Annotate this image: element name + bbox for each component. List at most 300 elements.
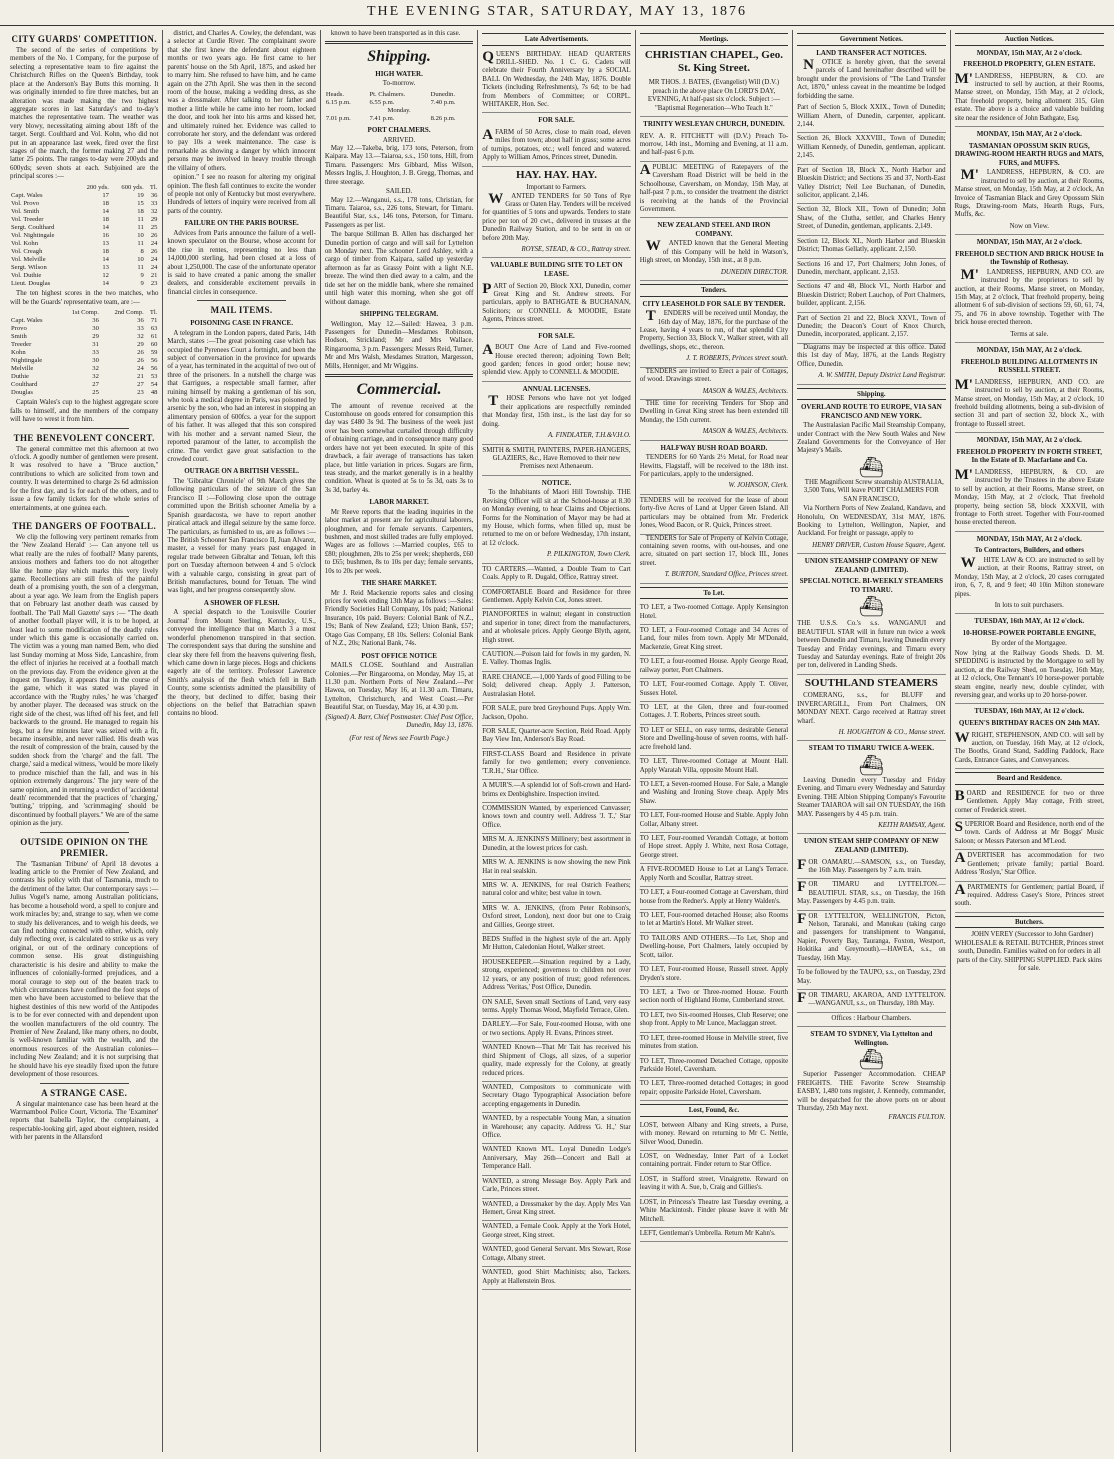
article-body: Mr Reeve reports that the leading inquiries in the labor market at present are for agricultural laborers, ploughmen, and for female servants. Carpenters, bushmen, and most skilled trades are fully employed. Wages are as follows :—Married couples, £65 to £80; ploughmen, 20s to 25s per week; shepherds, £60 to £65; bushmen, 8s to 10s per day; female servants, 10s to 20s per week. <box>324 508 474 575</box>
table-cell: 25 <box>150 223 158 231</box>
table-cell: 59 <box>150 349 158 357</box>
classified-ad: WANTED, good General Servant. Mrs Stewart, Rose Cottage, Albany street. <box>482 1244 630 1267</box>
table-row <box>10 192 158 200</box>
table-cell: 11 <box>137 223 144 231</box>
signature: H. HOUGHTON & CO., Manse street. <box>797 727 945 741</box>
classified-ad: COMFORTABLE Board and Residence for three Gentlemen. Apply Kelvin Cot, Jones street. <box>482 587 630 610</box>
table-cell: 32 <box>92 365 99 373</box>
land-parcel-item: Sections 47 and 48, Block VI., North Harbor and Blueskin District; Robert Lauchop, of Port Chalmers, builder, applicant. 2,156. <box>797 281 945 312</box>
advertisement: To be followed by the TAUPO, s.s., on Tuesday, 23rd May. <box>797 967 945 990</box>
classified-ad: TO CARTERS.—Wanted, a Double Team to Cart Coals. Apply to R. Dugald, Office, Rattray street. <box>482 564 630 587</box>
divider <box>40 428 129 429</box>
table-row <box>10 365 158 373</box>
table-row <box>10 325 158 333</box>
table-cell: 11 <box>137 264 144 272</box>
table-row <box>10 216 158 224</box>
table-row <box>325 115 473 123</box>
classified-ad: WANTED, a strong Message Boy. Apply Park and Carle, Princes street. <box>482 1176 630 1199</box>
table-header-cell: 2nd Comp. <box>114 308 144 316</box>
steamship-icon: ⛴ <box>858 754 885 777</box>
table-cell: 36 <box>137 317 144 324</box>
advertisement: COMERANG, s.s., for BLUFF and INVERCARGILL, From Port Chalmers, ON MONDAY NEXT. Cargo received at Rattray street wharf. <box>797 692 946 725</box>
advertisement: AFARM of 50 Acres, close to main road, eleven miles from town; about half in grass; some acres of turnips, potatoes, etc.; well fenced and watered. Apply to William Amos, Princes street, Dunedin. <box>482 127 630 167</box>
ad-heading: ANNUAL LICENSES. <box>522 384 591 393</box>
advertisement: Leaving Dunedin every Tuesday and Friday Evening, and Timaru every Wednesday and Saturday Evening. THE Albion Shipping Company's Favourite Steamer TAIAROA will sail ON TUESDAY, the 16th MAY. Passengers by 4 45 p.m. train. <box>797 776 946 818</box>
table-cell: 7.41 p.m. <box>369 114 395 122</box>
auction-notice: WRIGHT, STEPHENSON, AND CO. will sell by auction, on Tuesday, 16th May, at 12 o'clock, The Booths, Grand Stand, Saddling Paddock, Race Cards, Entrance Gates, and Conveyances. <box>955 730 1104 770</box>
to-let-ad: TO LET, two Six-roomed Houses, Club Reserve; one shop front. Apply to Mr Lunce, Maclaggan street. <box>640 1010 788 1033</box>
lost-found-ad: LOST, between Albany and King streets, a Purse, with money. Reward on returning to Mr C. Nettle, Silver Wood, Dunedin. <box>640 1120 788 1151</box>
table-row <box>10 341 158 349</box>
auction-notice: M'LANDRESS, HEPBURN, & CO. are instructed by the Trustees in the above Estate to sell by auction, at their Rooms, Manse street, on Monday, 15th May, at 2 o'clock, That freehold property, being section 58, block XXXVII, with frontage to Forth street. Together with Four-roomed house erected thereon. <box>955 467 1104 532</box>
column-4 <box>478 30 635 1452</box>
to-let-ad: TO LET, Four-roomed Verandah Cottage, at bottom of Hope street. Apply J. White, next Rosa Cottage, George street. <box>640 833 788 864</box>
table-cell: 18 <box>102 215 109 223</box>
ad-heading: STEAM TO TIMARU TWICE A-WEEK. <box>808 744 935 753</box>
table-row <box>10 264 158 272</box>
tide-label: To-morrow. <box>382 80 416 88</box>
advertisement: FOR TIMARU and LYTTELTON.—BEAUTIFUL STAR, s.s., on Tuesday, the 16th May. Passengers by 4.45 p.m. train. <box>797 879 945 910</box>
lost-found-ad: LOST, in Stafford street, Vinaigrette. Reward on leaving it with A. Sue, b, Craig and Gillies's. <box>640 1174 788 1197</box>
table-cell: 26 <box>150 231 158 239</box>
table-cell: 26 <box>137 349 144 357</box>
signature: KEITH RAMSAY, Agent. <box>797 820 945 834</box>
advertisement: The Australasian Pacific Mail Steamship Company, under Contract with the New South Wales and New Zealand Governments for the Conveyance of Her Majesty's Mails. <box>797 422 946 455</box>
article-subheading: SHIPPING TELEGRAM. <box>360 309 439 318</box>
table-cell: Treeder <box>11 341 32 349</box>
section-heading: Commercial. <box>356 381 442 399</box>
table-cell: 60 <box>150 341 158 349</box>
signature: W. JOHNSON, Clerk. <box>640 480 788 494</box>
auction-note: In lots to suit purchasers. <box>955 600 1104 614</box>
to-let-ad: TO LET, a Two or Three-roomed House. Fourth section north of Highland Home, Cumberland street. <box>640 987 788 1010</box>
section-tag: Butchers. <box>955 916 1104 929</box>
tide-table <box>325 91 473 123</box>
divider <box>40 832 129 833</box>
table-cell: 21 <box>150 272 158 280</box>
table-row <box>10 381 158 389</box>
ad-heading: STEAM TO SYDNEY, Via Lyttelton and Wellington. <box>810 1030 933 1047</box>
to-let-ad: A FIVE-ROOMED House to Let at Lang's Terrace. Apply North and Scoullar, Rattray street. <box>640 864 788 887</box>
classified-ad: ON SALE, Seven small Sections of Land, very easy terms. Apply Thomas Wood, Mayfield Terrace, Glen. <box>482 997 630 1020</box>
advertisement: TENDERS will be received for the lease of about forty-five Acres of Land at Upper Green Island. All particulars may be obtained from Mr. Frederick Jones, Wood Bacon, or R. Quick, Princes street. <box>640 495 788 535</box>
column-1 <box>6 30 163 1452</box>
table-cell: 12 <box>102 272 109 280</box>
article-body: The second of the series of competitions by members of the No. 1 Company, for the purpose of selecting a representative team to fire against the Christchurch Rifles on the Queen's Birthday, took place at the Anderson's Bay Butts this morning. It was originally intended to fire three matches, but an alteration was made making the two highest aggregate scores in last Saturday's and to-day's matches the representative team. The weather was very blowy, necessitating aiming about 18ft of the target. Sergt. Coulthard and Vol. Kohn, who did not put in an appearance last week, fired over the first stages of the match, the former making 27 and the latter 25 points. The ranges to-day were 200yds and 600yds; seven shots at each. Subjoined are the principal scores :— <box>10 46 159 181</box>
signature: (Signed) A. Barr, Chief Postmaster. Chief Post Office, Dunedin, May 13, 1876. <box>325 713 474 730</box>
ad-heading: FOR SALE. <box>538 116 575 125</box>
table-cell: 26 <box>137 357 144 365</box>
table-cell: Vol. Duthie <box>11 272 42 280</box>
table-row <box>10 280 158 288</box>
advertisement: THOSE Persons who have not yet lodged their applications are respectfully reminded that Monday first, 15th inst., is the last day for so doing. <box>482 393 631 428</box>
article-body: Captain Wales's cup to the highest aggregate score falls to himself, and the members of the company will have to wrest it from him. <box>10 399 159 424</box>
table-header-cell: 1st Comp. <box>71 308 99 316</box>
table-cell: Vol. Creagh <box>11 247 43 255</box>
masthead: THE EVENING STAR, SATURDAY, MAY 13, 1876 <box>0 4 1114 26</box>
article-headline: THE BENEVOLENT CONCERT. <box>13 432 155 443</box>
table-cell: 14 <box>102 207 109 215</box>
table-row <box>10 389 158 397</box>
auction-notice: Now lying at the Railway Goods Sheds. D. M. SPEDDING is instructed by the Mortgagee to sell by auction, at the Railway Shed, on Tuesday, 16th May, at 12 o'clock, One Tennant's 10 horse-power portable steam engine, nearly new, double cylinder, with reversing gear, and works up to 20 horse-power. <box>955 648 1104 705</box>
signature: Offices : Harbour Chambers. <box>797 1013 945 1027</box>
to-let-ad: TO TAILORS AND OTHERS.—To Let, Shop and Dwelling-house, Port Chalmers, lately occupied by Scott, tailor. <box>640 933 788 964</box>
article-body: The amount of revenue received at the Customhouse on goods entered for consumption this day was £480 3s 9d. The business of the week just over has been somewhat curtailed through difficulty of obtaining carriage, and in consequence many good orders have not yet been executed. In spite of this drawback, a fair average of transactions has taken place, but little variation in prices. Sugars are firm, teas steady, and the market generally is in a healthy condition. Wheat is quoted at 5s to 5s 3d, oats 3s to 3s 3d, barley 4s. <box>324 402 474 494</box>
table-header-cell: 600 yds. <box>121 183 144 191</box>
table-cell: 13 <box>102 264 109 272</box>
table-cell: Douglas <box>11 389 33 397</box>
article-body: district, and Charles A. Cowley, the defendant, was a selector at Curdie River. The complainant swore that she first knew the defendant about eighteen months or two years ago. He first came to her parents' house on the 5th April, 1875, and asked her to marry him. She refused to have him, and he came again on the 27th April. She was then in the second room of the house, making a wedding dress, as she was a dressmaker. After talking to her father and mother a little while he came into her room, locked the door, and took her into his arms and kissed her, and ultimately ruined her. Evidence was called to corroborate her story, and the defendant was ordered to pay 10s a week maintenance. The case is remarkable as showing a danger by which innocent persons may be involved in heavy trouble through the villainy of others. <box>167 30 316 172</box>
land-parcel-item: Section 26, Block XXXVIII., Town of Dunedin; William Kennedy, of Dunedin, gentleman, applicant. 2,145. <box>797 133 945 164</box>
classified-ad: CAUTION.—Poison laid for fowls in my garden, N. E. Valley. Thomas Inglis. <box>482 649 630 672</box>
lost-found-ad: LEFT, Gentleman's Umbrella. Return Mr Kahn's. <box>640 1228 788 1242</box>
score-table <box>10 184 158 288</box>
article-body: May 12.—Wanganui, s.s., 178 tons, Christian, for Timaru. Taiaroa, s.s., 226 tons, Stewart, for Timaru. Beautiful Star, s.s., 146 tons, Peterson, for Timaru. Passengers as per list. <box>324 196 474 229</box>
table-cell: 7.01 p.m. <box>325 114 351 122</box>
advertisement: FOR OAMARU.—SAMSON, s.s., on Tuesday, the 16th May. Passengers by 7 a.m. train. <box>797 857 945 880</box>
auction-note: By order of the Mortgagee. <box>991 639 1067 647</box>
table-cell: 24 <box>150 264 158 272</box>
signature: MASON & WALES, Architects. <box>640 426 788 440</box>
to-let-ad: TO LET, a Four-roomed Cottage at Caversham, third house from the Redner's. Apply at Henry Walden's. <box>640 887 788 910</box>
table-cell: 29 <box>150 215 158 223</box>
table-cell: 56 <box>150 365 158 373</box>
article-subheading: POISONING CASE IN FRANCE. <box>190 319 293 328</box>
signature: FRANCIS FULTON. <box>888 1114 946 1122</box>
table-cell: 16 <box>102 231 109 239</box>
table-cell: 15 <box>137 199 144 207</box>
table-header-cell: Pt. Chalmers. <box>369 90 406 98</box>
article-body: opinion." I see no reason for altering my original opinion. The flesh fall continues to excite the wonder of people not only of Kentucky but most everywhere. Hundreds of letters of inquiry were received from all parts of the country. <box>167 174 316 215</box>
advertisement: ABOUT One Acre of Land and Five-roomed House erected thereon; adjoining Town Belt; good garden; fences in good order; house new; splendid view. Apply to CONNELL & MOODIE. <box>482 342 630 382</box>
table-cell: 33 <box>150 199 158 207</box>
to-let-ad: TO LET, Three-roomed detached Cottages; in good repair; opposite Parkside Hotel, Caversham. <box>640 1078 788 1101</box>
table-cell: 63 <box>150 325 158 333</box>
auction-title: 10-HORSE-POWER PORTABLE ENGINE, <box>962 628 1096 637</box>
auction-notice: M'LANDRESS, HEPBURN, & CO. are instructed to sell by auction, at their Rooms, Manse street, on Monday, 15th May, at 2 o'clock, An Invoice of Tasmanian Black and Grey Opossum Skin Rugs, Drawing-room Mats, Hearth Rugs, Furs, Muffs, &c. <box>954 167 1104 219</box>
ad-heading: HALFWAY BUSH ROAD BOARD. <box>660 443 768 452</box>
lost-found-ad: LOST, on Wednesday, Inner Part of a Locket containing portrait. Finder return to Star Office. <box>640 1151 788 1174</box>
table-row <box>10 200 158 208</box>
to-let-ad: TO LET or SELL, on easy terms, desirable General Store and Dwelling-house of seven rooms, with half-acre freehold land. <box>640 725 788 756</box>
table-cell: Nightingale <box>11 357 43 365</box>
table-header-cell <box>10 309 58 317</box>
notice-body: Diagrams may be inspected at this office. Dated this 1st day of May, 1876, at the Lands Registry Office, Dunedin. <box>797 343 946 368</box>
classified-ad: HOUSEKEEPER.—Situation required by a Lady, strong, experienced; governess to children not over 12 years, or any position of trust; good references. Address 'Veritas,' Post Office, Dunedin. <box>482 957 630 997</box>
advertisement: THE U.S.S. Co.'s s.s. WANGANUI and BEAUTIFUL STAR will in future run twice a week between Dunedin and Timaru, leaving Dunedin every Tuesday and Friday evenings, and Timaru every Tuesday and Saturday evenings. Rate of freight 20s per ton, delivered in Landing Sheds. <box>797 618 945 675</box>
to-let-list <box>640 602 788 1101</box>
land-parcel-item: Sections 16 and 17, Port Chalmers; John Jones, of Dunedin, merchant, applicant. 2,153. <box>797 259 945 282</box>
ad-subheading: Important to Farmers. <box>526 184 587 192</box>
article-body: The 'Tasmanian Tribune' of April 18 devotes a leading article to the Premier of New Zealand, and contrasts his policy with that of Tasmania, much to the detriment of the latter. Our contemporary says :—Julius Vogel's name, among Australian politicians, has become a household word, a spell to conjure and work miracles by; and, strange to say, when we come to study his deliverances, and to weigh his deeds, we can find nothing connected with either, which, only duly reflecting over, is calculated to strike us as very original, or out of the ordinary conceptions of common sense. His great distinguishing characteristic is his desire and ability to make the influences of colonially-formed prejudices, and a moral courage to step out of the beaten track to which circumstances have confined the foot steps of men who have been accustomed to believe that the highest destinies of this new world of the Antipodes is to be for ever connected with and dependent upon the woollen manufacturers of the old country. The Premier of New Zealand, like many others, no doubt, is well-known familiar with the wealth, and the enormous resources of the Australian colonies—including New Zealand; and it is not surprising that he should have his eye steadily fixed upon the future development of those resources. <box>10 860 159 1079</box>
steamship-icon: ⛴ <box>858 596 885 619</box>
classified-ad: WANTED, a Female Cook. Apply at the York Hotel, George street, King street. <box>482 1221 630 1244</box>
to-let-ad: TO LET, Four-roomed Cottage. Apply T. Oliver, Sussex Hotel. <box>640 679 788 702</box>
article-body: A telegram in the London papers, dated Paris, 14th March, states :—The great poisoning case which has occupied the Pyrenees Court a fortnight, and been the subject of conversation in the province for upwards of a year, has terminated in the acquittal of two out of three of the prisoners. In a nutshell the charge was that Garrigues, a respectable small farmer, after ruining himself by making a gentleman of his son, who took a medical degree in Paris, was poisoned by arsenic by the son, who had an interest in stopping an alimentary pension of 600fcs. a year for the support of his father. It was alleged that this son conspired with his mother and a servant named Sieur, the reported paramour of the latter, to accomplish the crime. The verdict gave great satisfaction to the crowded court. <box>167 329 316 464</box>
signature: P. PILKINGTON, Town Clerk. <box>482 549 630 563</box>
table-cell: 18 <box>137 207 144 215</box>
auction-title: QUEEN'S BIRTHDAY RACES ON 24th MAY. <box>958 718 1100 727</box>
ad-heading: VALUABLE BUILDING SITE TO LET ON LEASE. <box>490 261 623 279</box>
table-row <box>10 256 158 264</box>
table-cell: Coulthard <box>11 381 38 389</box>
advertisement: SMITH & SMITH, PAINTERS, PAPER-HANGERS, GLAZIERS, &c., Have Removed to their new Premises next Athenaeum. <box>482 445 630 476</box>
section-tag: Late Advertisements. <box>482 33 630 46</box>
advertisement: FOR TIMARU, AKAROA, AND LYTTELTON.—WANGANUI, s.s., on Thursday, 18th May. <box>797 990 945 1013</box>
advertisement: APUBLIC MEETING of Ratepayers of the Caversham Road District will be held in the Schoolhouse, Caversham, on Monday, 15th May, at half-past 7 p.m., to consider the treatment the district is receiving at the hands of the Provincial Government. <box>640 162 788 219</box>
table-header-row <box>10 184 158 192</box>
section-heading: Shipping. <box>367 48 431 66</box>
to-let-ad: TO LET, three-roomed House in Melville street, five minutes from station. <box>640 1033 788 1056</box>
table-cell: 27 <box>137 381 144 389</box>
advertisement: TENDERS are invited to Erect a pair of Cottages, of wood. Drawings street. <box>639 367 789 384</box>
table-cell: 36 <box>150 191 158 199</box>
table-cell: 11 <box>137 215 144 223</box>
table-cell: 30 <box>92 325 99 333</box>
advertisement: Superior Passenger Accommodation. CHEAP FREIGHTS. THE Favorite Screw Steamship EASBY, 1,480 tons register, J. Kennedy, commander, will be despatched for the above ports on or about Thursday, 25th May next. <box>797 1071 946 1113</box>
land-parcel-item: Part of Section 5, Block XXIX., Town of Dunedin; William Ahern, of Dunedin, carpenter, applicant. 2,144. <box>797 102 945 133</box>
table-row <box>10 272 158 280</box>
table-cell: 17 <box>102 191 109 199</box>
section-tag: Board and Residence. <box>955 772 1104 785</box>
table-cell: 54 <box>150 381 158 389</box>
classified-ad: MRS M. A. JENKINS'S Millinery; best assortment in Dunedin, at the lowest prices for cash. <box>482 834 630 857</box>
ad-heading: CITY LEASEHOLD FOR SALE BY TENDER. <box>642 299 786 308</box>
table-cell: 48 <box>150 389 158 397</box>
section-tag: Auction Notices. <box>955 33 1104 46</box>
table-cell: 13 <box>102 239 109 247</box>
classified-ad: MRS W. A. JENKINS, (from Peter Robinson's, Oxford street, London), next door but one to Craig and Gillies, George street. <box>482 903 630 934</box>
advertisement: TENDERS for 60 Yards 2½ Metal, for Road near Hewitts, Flagstaff, will be received to the 18th inst. For particulars, apply to the undersigned. <box>639 454 789 479</box>
classified-ad: MRS W. A. JENKINS is now showing the new Pink Hat in real sealskin. <box>482 857 630 880</box>
section-tag: Meetings. <box>640 33 788 46</box>
classified-ad: WANTED, Compositors to communicate with Secretary Otago Typographical Association before accepting engagements in Dunedin. <box>482 1082 630 1113</box>
table-header-cell: Heads. <box>325 90 344 98</box>
auction-title: FREEHOLD BUILDING ALLOTMENTS IN RUSSELL STREET. <box>960 357 1098 375</box>
ad-heading: UNION STEAM SHIP COMPANY OF NEW ZEALAND (LIMITED). <box>803 837 939 854</box>
table-cell: Vol. Treeder <box>11 215 44 223</box>
table-cell: 32 <box>92 373 99 381</box>
auction-date: TUESDAY, 16th MAY, At 12 o'clock. <box>974 617 1085 626</box>
article-subheading: A SHOWER OF FLESH. <box>203 598 280 607</box>
table-row <box>10 357 158 365</box>
table-cell: 7.40 p.m. <box>430 98 456 106</box>
article-headline: THE DANGERS OF FOOTBALL. <box>12 520 157 531</box>
section-tag: To Let. <box>640 587 788 600</box>
table-header-cell: 200 yds. <box>86 183 109 191</box>
ad-heading: UNION STEAMSHIP COMPANY OF NEW ZEALAND (LIMITED). <box>804 557 938 574</box>
table-cell: 24 <box>137 365 144 373</box>
steamship-icon: ⛴ <box>858 456 885 479</box>
table-cell: 6.15 p.m. <box>325 98 351 106</box>
table-cell: Vol. Melville <box>11 256 46 263</box>
advertisement: THE time for receiving Tenders for Shop and Dwelling in Great King street has been extended till Monday, the 15th current. <box>639 399 789 424</box>
ad-heading: SOUTHLAND STEAMERS <box>804 676 938 689</box>
article-headline: OUTSIDE OPINION ON THE PREMIER. <box>20 836 149 858</box>
article-body: Mr J. Reid Mackenzie reports sales and closing prices for week ending 13th May as follows :—Sales: Friendly Societies Hall Company, 10s paid; National Insurance, 10s paid. Buyers: Colonial Bank of N.Z., 19s; Bank of New Zealand, £23; Union Bank, £57; Otago Gas Company, £8 10s. Sellers: Colonial Bank of N.Z., 20s; National Bank, 74s. <box>324 589 474 648</box>
divider <box>40 1083 129 1084</box>
auction-date: MONDAY, 15th MAY, At 2 o'clock. <box>976 346 1082 355</box>
table-cell: Sergt. Coulthard <box>11 223 55 231</box>
table-cell: Monday. <box>387 106 411 114</box>
article-subheading: LABOR MARKET. <box>369 498 429 507</box>
signature: A. FINDLATER, T.H.&V.H.O. <box>482 430 630 444</box>
table-cell: 32 <box>137 333 144 341</box>
article-headline: MAIL ITEMS. <box>210 305 273 316</box>
table-cell: Vol. Smith <box>11 207 40 215</box>
table-cell: 11 <box>137 239 144 247</box>
to-let-ad: TO LET, Four-roomed detached House; also Rooms to let at Martin's Hotel. Mr Walker street. <box>640 910 788 933</box>
section-tag: Government Notices. <box>797 33 945 46</box>
table-header-cell: Tl. <box>149 183 158 191</box>
continuation-note: (For rest of News see Fourth Page.) <box>349 734 449 742</box>
auction-title: TASMANIAN OPOSSUM SKIN RUGS, DRAWING-ROOM HEARTH RUGS and MATS, FURS, and MUFFS. <box>954 141 1104 167</box>
table-cell: Melville <box>11 365 34 373</box>
auction-date: MONDAY, 15th MAY, At 2 o'clock. <box>976 48 1082 57</box>
table-cell: 23 <box>150 280 158 288</box>
table-cell: 33 <box>92 349 99 357</box>
table-cell: 9 <box>140 280 144 288</box>
signature: DUNEDIN DIRECTOR. <box>640 267 788 281</box>
ad-heading: CHRISTIAN CHAPEL, Geo. St. King Street. <box>644 48 783 74</box>
table-body <box>10 192 158 288</box>
article-body: The 'Gibraltar Chronicle' of 9th March gives the following particulars of the seizure of the San Francisco II :—Following close upon the outrage committed upon the British schooner Amelia by a Spanish guardacosta, we have to report another piratical attack and illegal seizure by the same force. The particulars, as furnished to us, are as follows :—The British Schooner San Francisco II, Juan Alvarez, master, a vessel for many years past engaged in regular trade between Gibraltar and Tetuan, left this port on Tuesday afternoon between 4 and 5 o'clock with a valuable cargo, consisting in great part of British manufactures, bound for Tetuan. The wind was light, and her progress consequently slow. <box>167 477 316 595</box>
auction-date: TUESDAY, 16th MAY, At 12 o'clock. <box>974 707 1085 716</box>
auction-notice: M'LANDRESS, HEPBURN, & CO. are instructed to sell by auction, at their Rooms, Manse street, on Monday, 15th May, at 2 o'clock, That freehold property, being allotment 315, Glen estate. The above is a choice and valuable building site near the residence of John Bathgate, Esq. <box>955 71 1104 128</box>
table-cell: Provo <box>11 325 27 333</box>
article-body: A singular maintenance case has been heard at the Warrnambool Police Court, Victoria. The 'Examiner' reports that Isabella Taylor, the complainant, a respectable-looking girl, aged about eighteen, resided with her parents in the Allansford <box>10 1100 159 1142</box>
classified-ad: APARTMENTS for Gentlemen; partial Board, if required. Address Casey's Store, Princes street south. <box>955 882 1104 913</box>
table-row <box>10 333 158 341</box>
label: ARRIVED. <box>382 136 416 144</box>
newspaper-columns <box>6 30 1108 1452</box>
advertisement: THE Magnificent Screw steamship AUSTRALIA, 3,500 Tons, Will leave PORT CHALMERS FOR SAN FRANCISCO, <box>803 478 944 503</box>
divider <box>40 516 129 517</box>
notice-body: NOTICE is hereby given, that the several parcels of Land hereinafter described will be brought under the provisions of "The Land Transfer Act, 1870," unless caveat in the meantime be lodged forbidding the same. <box>797 57 946 100</box>
table-cell: 10 <box>137 256 144 263</box>
classified-ad: FIRST-CLASS Board and Residence in private family for two gentlemen; every convenience. 'T.R.H.,' Star Office. <box>482 749 630 780</box>
table-cell: 25 <box>92 389 99 397</box>
auction-date: MONDAY, 15th MAY, At 2 o'clock. <box>976 534 1082 543</box>
table-cell: 33 <box>137 325 144 333</box>
table-cell: 14 <box>102 280 109 288</box>
classified-ad: ADVERTISER has accommodation for two Gentlemen; private family; partial Board. Address 'Roslyn,' Star Office. <box>955 850 1104 881</box>
classified-ad: WANTED Known—That Mr Tait has received his third Shipment of Clogs, all sizes, of a superior quality, made expressly for the Colony, at greatly reduced prices. <box>482 1042 630 1082</box>
label: SAILED. <box>385 188 413 196</box>
table-cell: Lieut. Douglas <box>11 280 51 288</box>
land-parcel-item: Part of Section 18, Block X., North Harbor and Blueskin District; and Sections 35 and 37, North-East Valley District; Neil Lee Buchanan, of Dunedin, solicitor, applicant. 2,146. <box>797 165 945 205</box>
article-body: We clip the following very pertinent remarks from the 'New Zealand Herald' :— Can anyone tell us what really are the rules of football? Many parents, anxious mothers and fathers too do not altogether like the home play which marks this very lively game. Recollections are still fresh of the painful death of a promising youth, the son of a clergyman, about a year ago. We learn from the English papers that on February last another death was caused by football. The 'Pall Mall Gazette' says :— "The death of another football player will, it is to be hoped, at least lead to some modification of the deadly rules under which this game is occasionally carried on. The victim was a young man named Bem, who died last Sunday morning at Moss Side, Lancashire, from the effect of injuries he received at a football match on the previous day. From the evidence given at the inquest on Tuesday, it appears that in the course of the game, which it was stated was played in accordance with the 'Rugby rules,' he was 'charged' by another player. The deceased was struck on the right side of the chest, was lifted off his feet, and fell backwards to the ground. He managed to regain his legs, but a few minutes later was seized with a fit, became insensible, and never rallied. His death was the result of compression of the brain, caused by the sudden shock from the 'charge' and the fall. 'The charge,' said a medical witness, 'would be more likely to produce mischief than the fall, and was in his opinion extremely dangerous.' The jury were of the same opinion, and in returning a verdict of 'accidental death' recommended that the practices of 'charging,' 'butting,' tripping, and 'scrimmaging' should be discontinued by football players." We are of the same opinion as the jury. <box>10 533 159 828</box>
advertisement: To the Inhabitants of Maori Hill Township. THE Revising Officer will sit at the School-house at 8.30 on Monday evening, to hear Claims and Objections. Forms for the Nomination of Mayor may be had at my House, which forms, when filled up, must be returned to me on or before Wednesday, 17th instant, at 12 o'clock. <box>482 489 631 547</box>
table-cell: Capt. Wales <box>11 191 43 199</box>
to-let-ad: TO LET, a four-roomed House. Apply George Read, railway porter, Port Chalmers. <box>640 656 788 679</box>
auction-title: FREEHOLD PROPERTY, GLEN ESTATE. <box>963 60 1096 69</box>
table-cell: 36 <box>92 317 99 324</box>
table-cell: 29 <box>137 341 144 349</box>
column-5 <box>636 30 793 1452</box>
ad-heading: TRINITY WESLEYAN CHURCH, DUNEDIN. <box>643 120 785 129</box>
article-subheading: THE SHARE MARKET. <box>361 579 437 588</box>
to-let-ad: TO LET, Three-roomed Cottage at Mount Hall. Apply Waratah Villa, opposite Mount Hall. <box>640 756 788 779</box>
column-2 <box>163 30 320 1452</box>
land-parcel-item: Section 12, Block XI., North Harbor and Blueskin District; Thomas Gellatly, applicant. 2,150. <box>797 236 945 259</box>
table-row <box>10 317 158 325</box>
ad-subheading: SPECIAL NOTICE. BI-WEEKLY STEAMERS TO TIMARU. <box>799 577 944 594</box>
table-row <box>325 99 473 107</box>
classified-ad: WANTED, by a respectable Young Man, a situation in Warehouse; any capacity. Address 'G. H.,' Star Office. <box>482 1113 630 1144</box>
advertisement: TENDERS for Sale of Property of Kelvin Cottage, containing seven rooms, with out-houses, and one acre, situated on part section 17, block III., Jones street. <box>639 534 789 567</box>
advertisement: REV. A. R. FITCHETT will (D.V.) Preach To-morrow, 14th inst., Morning and Evening, at 11 a.m. and half-past 6 p.m. <box>640 131 788 162</box>
classified-ad: WANTED, a Dressmaker by the day. Apply Mrs Van Hemert, Great King street. <box>482 1199 630 1222</box>
classified-ad: DARLEY.—For Sale, Four-roomed House, with one or two sections. Apply H. Evans, Princes street. <box>482 1019 630 1042</box>
classified-ad: PIANOFORTES in walnut; elegant in construction and superior in tone; direct from the manufacturers, and at wholesale prices. Apply George Blyth, agent, High street. <box>482 609 630 649</box>
table-row <box>10 373 158 381</box>
land-parcel-list <box>797 102 945 344</box>
table-cell: 21 <box>137 373 144 381</box>
to-let-ad: TO LET, Four-roomed House, Russell street. Apply Dryden's store. <box>640 964 788 987</box>
article-subheading: PORT CHALMERS. <box>367 126 431 135</box>
advertisement: WANTED TENDERS for 50 Tons of Rye Grass or Oaten Hay. Tenders will be received for quantities of 5 tons and upwards. Tenders to state price per ton of 20 cwt., delivered in trusses at the Dunedin Railway Station, and to be sent in on or before 20th May. <box>482 190 631 242</box>
divider <box>325 41 473 44</box>
table-cell: 18 <box>102 199 109 207</box>
table-cell: 14 <box>102 256 109 263</box>
divider <box>197 300 286 301</box>
ad-heading: NEW ZEALAND STEEL AND IRON COMPANY. <box>657 221 771 238</box>
table-header-row <box>10 309 158 317</box>
auction-notice: WHITE LAW & CO. are instructed to sell by auction, at their Rooms, Rattray street, on Monday, 15th May, at 2 o'clock, 20 cases corrugated iron, 6, 7, 8, and 9 feet; 40 10in Milton stoneware pipes. <box>954 554 1104 598</box>
auction-date: MONDAY, 15th MAY, At 2 o'clock. <box>976 130 1082 139</box>
table-cell: 9 <box>140 272 144 280</box>
table-cell: 24 <box>150 239 158 247</box>
table-cell: 10 <box>137 231 144 239</box>
table-cell: 71 <box>150 317 158 324</box>
ad-heading: LAND TRANSFER ACT NOTICES. <box>816 48 927 57</box>
article-body: The ten highest scores in the two matches, who will be the Guards' representative team, are :— <box>10 290 159 306</box>
lost-found-list <box>640 1120 788 1243</box>
classified-ad: BOARD and RESIDENCE for two or three Gentlemen. Apply May cottage, Frith street, corner of Frederick street. <box>955 788 1104 819</box>
article-subheading: HIGH WATER. <box>375 69 423 78</box>
table-cell: 27 <box>92 381 99 389</box>
divider <box>325 374 473 377</box>
classified-ad: FOR SALE, Quarter-acre Section, Reid Road. Apply Bay View Inn, Anderson's Bay Road. <box>482 726 630 749</box>
table-header-row <box>325 91 473 99</box>
section-tag: Lost, Found, &c. <box>640 1104 788 1117</box>
auction-note: Terms at sale. <box>955 329 1104 343</box>
auction-notice: M'LANDRESS, HEPBURN, AND CO. are instructed by the proprietors to sell by auction, at their Rooms, Manse street, on Monday, 15th May, at 2 o'clock, That freehold property, being allotment 6 of sub-division of sections 59, 60, 61, 74, 75, and 76 in above township. Together with The brick house erected thereon. <box>954 266 1104 327</box>
article-subheading: POST OFFICE NOTICE <box>361 651 437 660</box>
table-cell: 32 <box>150 207 158 215</box>
article-body: Wellington, May 12.—Sailed: Hawea, 3 p.m. Passengers for Dunedin—Mesdames Robinson, Hodson, Strickland; Mr and Mrs Wallace. Ringarooma, 3 p.m. Passengers: Messrs Reid, Turner, Mr and Mrs Walsh, Mesdames Stratton, Margesson, Mills, Henniger, and Mr Wiggins. <box>324 320 474 370</box>
table-row <box>325 107 473 115</box>
table-cell: Vol. Provo <box>11 199 40 207</box>
article-headline: A STRANGE CASE. <box>41 1087 128 1098</box>
table-body <box>10 317 158 397</box>
auction-date: MONDAY, 15th MAY, At 2 o'clock. <box>976 436 1082 445</box>
to-let-ad: TO LET, a Two-roomed Cottage. Apply Kensington Hotel. <box>640 602 788 625</box>
to-let-ad: TO LET, Three-roomed Detached Cottage, opposite Parkside Hotel, Caversham. <box>640 1056 788 1079</box>
signature: HENRY DRIVER, Custom House Square, Agent. <box>797 540 945 554</box>
classified-ad: A MUIR'S.—A splendid lot of Soft-crown and Hard-brims ex Denbighshire. Inspection invited. <box>482 780 630 803</box>
lost-found-ad: LOST, in Princess's Theatre last Tuesday evening, a White Mackintosh. Finder please leave it with Mr Mitchell. <box>640 1197 788 1228</box>
to-let-ad: TO LET, a Four-roomed Cottage and 34 Acres of Land, four miles from town. Apply Mr M'Donald, Mackenzie, Great King street. <box>640 625 788 656</box>
advertisement: PART of Section 20, Block XXI, Dunedin, corner Great King and St. Andrew streets. For particulars, apply to BATHGATE & BUCHANAN, Solicitors; or CONNELL & MOODIE, Estate Agents, Princes street. <box>482 281 630 329</box>
auction-note: Now on View. <box>955 221 1104 235</box>
table-cell: 30 <box>92 357 99 365</box>
table-cell: 14 <box>102 223 109 231</box>
article-body: MAILS CLOSE. Southland and Australian Colonies.—Per Ringarooma, on Monday, May 15, at 11.30 p.m. Northern Ports of New Zealand.—Per Hawea, on Tuesday, May 16, at 11.30 a.m. Timaru, Lyttelton, Christchurch, and West Coast.—Per Beautiful Star, on Tuesday, May 16, at 4.30 p.m. <box>324 662 474 712</box>
article-headline: CITY GUARDS' COMPETITION. <box>11 34 157 44</box>
advertisement: FOR LYTTELTON, WELLINGTON, Picton, Nelson, Taranaki, and Manukau (taking cargo and passengers for transhipment to Wanganui, Napier, Poverty Bay, Tauranga, Foxton, Westport, Hokitika and Greymouth).—HAWEA, s.s., on Tuesday, 16th May. <box>797 911 945 968</box>
